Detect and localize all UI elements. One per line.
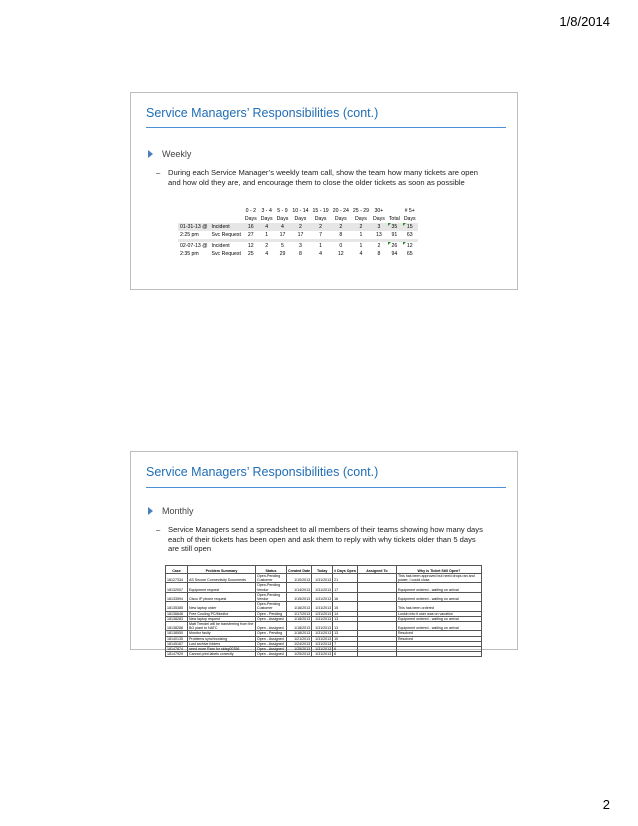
cell-text: 1/31/2013 xyxy=(315,641,332,646)
table-cell xyxy=(256,636,287,641)
cell-text: 18127334 xyxy=(167,578,183,583)
cell-text: 16 xyxy=(334,597,339,602)
table-cell xyxy=(312,636,333,641)
value-cell: 5 xyxy=(281,243,284,249)
value-cell: 1 xyxy=(359,232,363,238)
cell-text: Open-Pending Customer xyxy=(257,574,281,583)
cell-text: Lost archive folders xyxy=(189,641,221,646)
cell-text: 18147929 xyxy=(167,652,183,657)
weekly-aging-table xyxy=(178,207,418,258)
table-cell xyxy=(396,622,481,631)
dash-icon: – xyxy=(156,525,161,534)
table-cell xyxy=(312,592,333,601)
header-cell: 5 - 9 xyxy=(277,208,288,214)
column-header: Created Date xyxy=(287,566,312,574)
slide-monthly xyxy=(130,451,518,657)
cell-text: 1/31/2013 xyxy=(315,647,332,652)
cell-text: Cisco IP phone request xyxy=(189,597,227,602)
row-type: Svc Request xyxy=(211,232,241,238)
header-cell: 0 - 2 xyxy=(245,208,257,214)
header-cell xyxy=(387,207,402,215)
value-cell: 7 xyxy=(319,232,323,238)
cell-text: Open - Assigned xyxy=(257,647,284,652)
value-cell: 3 xyxy=(371,223,387,231)
table-cell xyxy=(396,602,481,611)
value-cell: 27 xyxy=(247,232,254,238)
table-row xyxy=(166,611,482,616)
slide-title: Service Managers’ Responsibilities (cont.) xyxy=(146,106,379,120)
table-cell xyxy=(287,652,312,657)
cell-text: 18145167 xyxy=(167,641,183,646)
table-cell xyxy=(312,641,333,646)
cell-text: Open - Pending xyxy=(257,631,283,636)
table-cell xyxy=(333,574,358,583)
cell-text: Problems synchronizing xyxy=(189,636,228,641)
cell-text: Open - Assigned xyxy=(257,636,284,641)
bullet-weekly xyxy=(148,149,191,159)
header-cell: Days xyxy=(314,216,327,222)
cell-text: Equipment request xyxy=(189,587,220,592)
value-cell: 8 xyxy=(299,251,302,257)
cell-text: Resolved xyxy=(397,636,413,641)
cell-text: Matt Trendel will be transferring from the BG plant to NATC xyxy=(189,622,254,631)
cell-text: Free Cooling PC/Monitor xyxy=(189,611,229,616)
cell-text: Equipment ordered - waiting on arrival xyxy=(397,616,459,621)
header-cell: Days xyxy=(244,216,257,222)
value-cell: 4 xyxy=(265,251,269,257)
value-cell: 16 xyxy=(243,223,259,231)
table-row xyxy=(166,602,482,611)
cell-text: 1/31/2013 xyxy=(315,578,332,583)
table-cell xyxy=(396,583,481,592)
value-cell: 63 xyxy=(406,232,413,238)
table-row xyxy=(166,574,482,583)
table-cell xyxy=(357,652,396,657)
cell-text: Monitor faulty xyxy=(189,631,211,636)
table-cell xyxy=(312,622,333,631)
print-date: 1/8/2014 xyxy=(559,14,610,29)
table-cell xyxy=(256,574,287,583)
header-cell: Days xyxy=(403,216,416,222)
cell-text: 1/31/2013 xyxy=(315,606,332,611)
cell-text: Open-Pending Customer xyxy=(257,602,281,611)
value-cell: 8 xyxy=(339,232,343,238)
cell-text: 18140135 xyxy=(167,636,183,641)
table-cell xyxy=(256,652,287,657)
cell-text: 18135385 xyxy=(167,606,183,611)
table-row xyxy=(178,250,418,258)
sub-text: Service Managers send a spreadsheet to all members of their teams showing how many days each of their tickets has been open and ask them to reply with why tickets older than 5 days are still open xyxy=(168,525,483,554)
row-date: 02-07-13 @ xyxy=(180,243,208,249)
header-cell: 30+ xyxy=(374,208,384,214)
value-cell: 91 xyxy=(391,232,398,238)
header-spacer xyxy=(178,215,209,223)
table-cell xyxy=(357,574,396,583)
cell-text: 18147874 xyxy=(167,647,183,652)
table-cell xyxy=(188,592,256,601)
cell-text: Open - Assigned xyxy=(257,652,284,657)
table-cell xyxy=(396,592,481,601)
value-cell: 1 xyxy=(319,243,323,249)
value-cell: 26 xyxy=(387,242,402,250)
table-cell xyxy=(188,574,256,583)
slide-weekly xyxy=(130,92,518,290)
value-cell: 29 xyxy=(279,251,286,257)
value-cell: 94 xyxy=(391,251,398,257)
header-spacer xyxy=(209,207,242,215)
column-header: Status xyxy=(256,566,287,574)
value-cell: 17 xyxy=(279,232,286,238)
cell-text: Open - Assigned xyxy=(257,626,284,631)
cell-text: 1/31/2013 xyxy=(315,597,332,602)
cell-text: 6 xyxy=(334,647,337,652)
table-cell xyxy=(287,592,312,601)
column-header: Case xyxy=(166,566,188,574)
cell-text: 1/15/2013 xyxy=(294,597,311,602)
bullet-label: Monthly xyxy=(162,506,194,516)
row-type: Incident xyxy=(211,243,230,249)
table-row xyxy=(178,231,418,239)
cell-text: 1/18/2013 xyxy=(294,631,311,636)
value-cell: 4 xyxy=(319,251,323,257)
cell-text: 10 xyxy=(334,636,339,641)
row-date: 2:35 pm xyxy=(180,251,199,257)
table-cell xyxy=(256,616,287,621)
header-row xyxy=(166,566,482,574)
cell-text: 18133594 xyxy=(167,597,183,602)
cell-text: Open-Pending Vendor xyxy=(257,583,281,592)
sub-bullet-text xyxy=(156,168,488,187)
table-cell xyxy=(256,641,287,646)
cell-text: 18138550 xyxy=(167,631,183,636)
table-cell xyxy=(256,631,287,636)
value-cell: 1 xyxy=(265,232,269,238)
header-cell: Days xyxy=(373,216,385,222)
cell-text: Open - Assigned xyxy=(257,641,284,646)
table-row xyxy=(166,622,482,631)
table-cell xyxy=(312,602,333,611)
header-cell: 10 - 14 xyxy=(292,208,309,214)
cell-text: 18136646 xyxy=(167,611,183,616)
value-cell: 0 xyxy=(339,243,343,249)
header-cell: 15 - 19 xyxy=(312,208,329,214)
table-cell xyxy=(312,631,333,636)
table-cell xyxy=(357,583,396,592)
table-cell xyxy=(287,583,312,592)
title-rule xyxy=(146,127,506,128)
cell-text: Lookin into it user was on vacation xyxy=(397,611,453,616)
cell-text: Open-Pending Vendor xyxy=(257,592,281,602)
cell-text: Equipment ordered - waiting on arrival xyxy=(397,587,459,592)
bullet-triangle-icon xyxy=(148,507,153,515)
table-cell xyxy=(357,592,396,601)
cell-text: 6 xyxy=(334,652,337,657)
bullet-triangle-icon xyxy=(148,150,153,158)
row-date: 01-31-13 @ xyxy=(180,224,208,230)
value-cell: 2 xyxy=(265,243,269,249)
cell-text: Equipment ordered - waiting on arrival xyxy=(397,626,459,631)
header-cell: 20 - 24 xyxy=(332,208,349,214)
cell-text: 13 xyxy=(334,616,339,621)
table-cell xyxy=(166,583,188,592)
table-cell xyxy=(333,622,358,631)
dash-icon: – xyxy=(156,168,161,177)
cell-text: 1/14/2013 xyxy=(294,587,311,592)
table-cell xyxy=(287,574,312,583)
value-cell: 35 xyxy=(387,223,402,231)
bullet-label: Weekly xyxy=(162,149,192,159)
cell-text: 1/31/2013 xyxy=(315,652,332,657)
monthly-ticket-table xyxy=(165,565,482,657)
value-cell: 1 xyxy=(359,243,363,249)
sub-bullet-text xyxy=(156,525,488,554)
table-cell xyxy=(357,622,396,631)
header-cell: Total xyxy=(388,216,400,222)
value-cell: 4 xyxy=(275,223,291,231)
column-header: Problem Summary xyxy=(188,566,256,574)
header-cell: Days xyxy=(276,216,289,222)
table-cell xyxy=(396,652,481,657)
table-row xyxy=(166,592,482,601)
row-type: Incident xyxy=(209,223,242,231)
cell-text: 1/18/2013 xyxy=(294,616,311,621)
value-cell: 12 xyxy=(247,243,254,249)
cell-text: 1/31/2013 xyxy=(315,587,332,592)
header-cell: # 5+ xyxy=(404,208,415,214)
value-cell: 4 xyxy=(359,251,363,257)
value-cell: 3 xyxy=(299,243,302,249)
table-cell xyxy=(333,592,358,601)
table-cell xyxy=(287,622,312,631)
header-cell: 3 - 4 xyxy=(261,208,272,214)
value-cell: 8 xyxy=(377,251,381,257)
header-cell: Days xyxy=(260,216,273,222)
header-row-bottom xyxy=(178,215,418,223)
table-cell xyxy=(312,574,333,583)
cell-text: 1/25/2013 xyxy=(294,652,311,657)
cell-text: Equipment ordered - waiting on arrival xyxy=(397,597,459,602)
row-date: 2:25 pm xyxy=(180,232,199,238)
table-cell xyxy=(188,602,256,611)
cell-text: 7 xyxy=(334,641,337,646)
cell-text: Open - Assigned xyxy=(257,616,284,621)
table-cell xyxy=(333,583,358,592)
table-cell xyxy=(256,622,287,631)
cell-text: 1/17/2013 xyxy=(294,611,311,616)
cell-text: 15 xyxy=(334,606,339,611)
cell-text: Resolved xyxy=(397,631,413,636)
cell-text: Open - Pending xyxy=(257,611,283,616)
cell-text: 14 xyxy=(334,611,339,616)
table-cell xyxy=(396,574,481,583)
cell-text: This has been approved but need drops ran and power, I could close xyxy=(397,574,475,583)
header-spacer xyxy=(178,207,209,215)
value-cell: 25 xyxy=(247,251,254,257)
table-cell xyxy=(357,602,396,611)
table-cell xyxy=(166,602,188,611)
table-cell xyxy=(287,602,312,611)
cell-text: New laptop order xyxy=(189,606,217,611)
header-row-top xyxy=(178,207,418,215)
header-cell: 25 - 29 xyxy=(352,208,370,214)
table-cell xyxy=(188,622,256,631)
title-rule xyxy=(146,487,506,488)
cell-text: Cannot print labels correctly xyxy=(189,652,234,657)
cell-text: 18138288 xyxy=(167,626,183,631)
table-cell xyxy=(312,647,333,652)
cell-text: 1/31/2013 xyxy=(315,626,332,631)
value-cell: 2 xyxy=(351,223,371,231)
column-header: # Days Open xyxy=(333,566,358,574)
table-cell xyxy=(256,602,287,611)
cell-text: need more Ram for sidsg00356 xyxy=(189,647,240,652)
value-cell: 65 xyxy=(406,251,413,257)
cell-text: 18132007 xyxy=(167,587,183,592)
slide-title: Service Managers’ Responsibilities (cont.) xyxy=(146,465,379,479)
table-cell xyxy=(312,652,333,657)
cell-text: 13 xyxy=(334,626,339,631)
value-cell: 12 xyxy=(337,251,344,257)
cell-text: 1/31/2013 xyxy=(315,611,332,616)
value-cell: 15 xyxy=(402,223,418,231)
table-cell xyxy=(256,592,287,601)
column-header: Today xyxy=(312,566,333,574)
cell-text: AS Secure Connectivity Documents xyxy=(189,578,246,583)
cell-text: 17 xyxy=(334,587,339,592)
value-cell: 12 xyxy=(402,242,418,250)
page-number: 2 xyxy=(602,797,610,812)
table-cell xyxy=(166,622,188,631)
cell-text: 1/31/2013 xyxy=(315,631,332,636)
value-cell: 2 xyxy=(377,243,381,249)
cell-text: 1/24/2013 xyxy=(294,641,311,646)
value-cell: 13 xyxy=(376,232,382,238)
value-cell: 2 xyxy=(290,223,310,231)
row-type: Svc Request xyxy=(211,251,241,257)
header-cell: Days xyxy=(294,216,307,222)
table-cell xyxy=(333,652,358,657)
sub-text: During each Service Manager’s weekly team call, show the team how many tickets are open and how old they are, and encourage them to close the older tickets as soon as possible xyxy=(168,168,478,187)
table-cell xyxy=(188,652,256,657)
value-cell: 2 xyxy=(311,223,331,231)
cell-text: 1/25/2013 xyxy=(294,647,311,652)
cell-text: 1/16/2013 xyxy=(294,606,311,611)
cell-text: 1/21/2013 xyxy=(294,636,311,641)
header-cell: Days xyxy=(355,216,367,222)
cell-text: 1/31/2013 xyxy=(315,636,332,641)
table-cell xyxy=(166,574,188,583)
table-cell xyxy=(312,616,333,621)
table-cell xyxy=(312,583,333,592)
cell-text: 1/31/2013 xyxy=(315,616,332,621)
value-cell: 17 xyxy=(297,232,304,238)
table-cell xyxy=(256,647,287,652)
cell-text: 1/10/2013 xyxy=(294,578,311,583)
header-cell: Days xyxy=(334,216,347,222)
table-cell xyxy=(166,652,188,657)
cell-text: 18138283 xyxy=(167,616,183,621)
bullet-monthly xyxy=(148,506,194,516)
table-cell xyxy=(256,611,287,616)
value-cell: 4 xyxy=(259,223,275,231)
table-row xyxy=(166,583,482,592)
table-cell xyxy=(333,602,358,611)
cell-text: 21 xyxy=(334,578,339,583)
value-cell: 2 xyxy=(331,223,351,231)
table-row xyxy=(166,652,482,657)
table-row xyxy=(178,223,418,231)
table-cell xyxy=(166,592,188,601)
table-cell xyxy=(312,611,333,616)
table-cell xyxy=(256,583,287,592)
table-row xyxy=(178,242,418,250)
cell-text: 1/18/2013 xyxy=(294,626,311,631)
column-header: Assigned To xyxy=(357,566,396,574)
cell-text: 13 xyxy=(334,631,339,636)
header-spacer xyxy=(209,215,242,223)
table-cell xyxy=(188,583,256,592)
column-header: Why is Ticket Still Open? xyxy=(396,566,481,574)
table-row xyxy=(166,616,482,621)
cell-text: New laptop request xyxy=(189,616,220,621)
cell-text: This has been ordered xyxy=(397,606,434,611)
